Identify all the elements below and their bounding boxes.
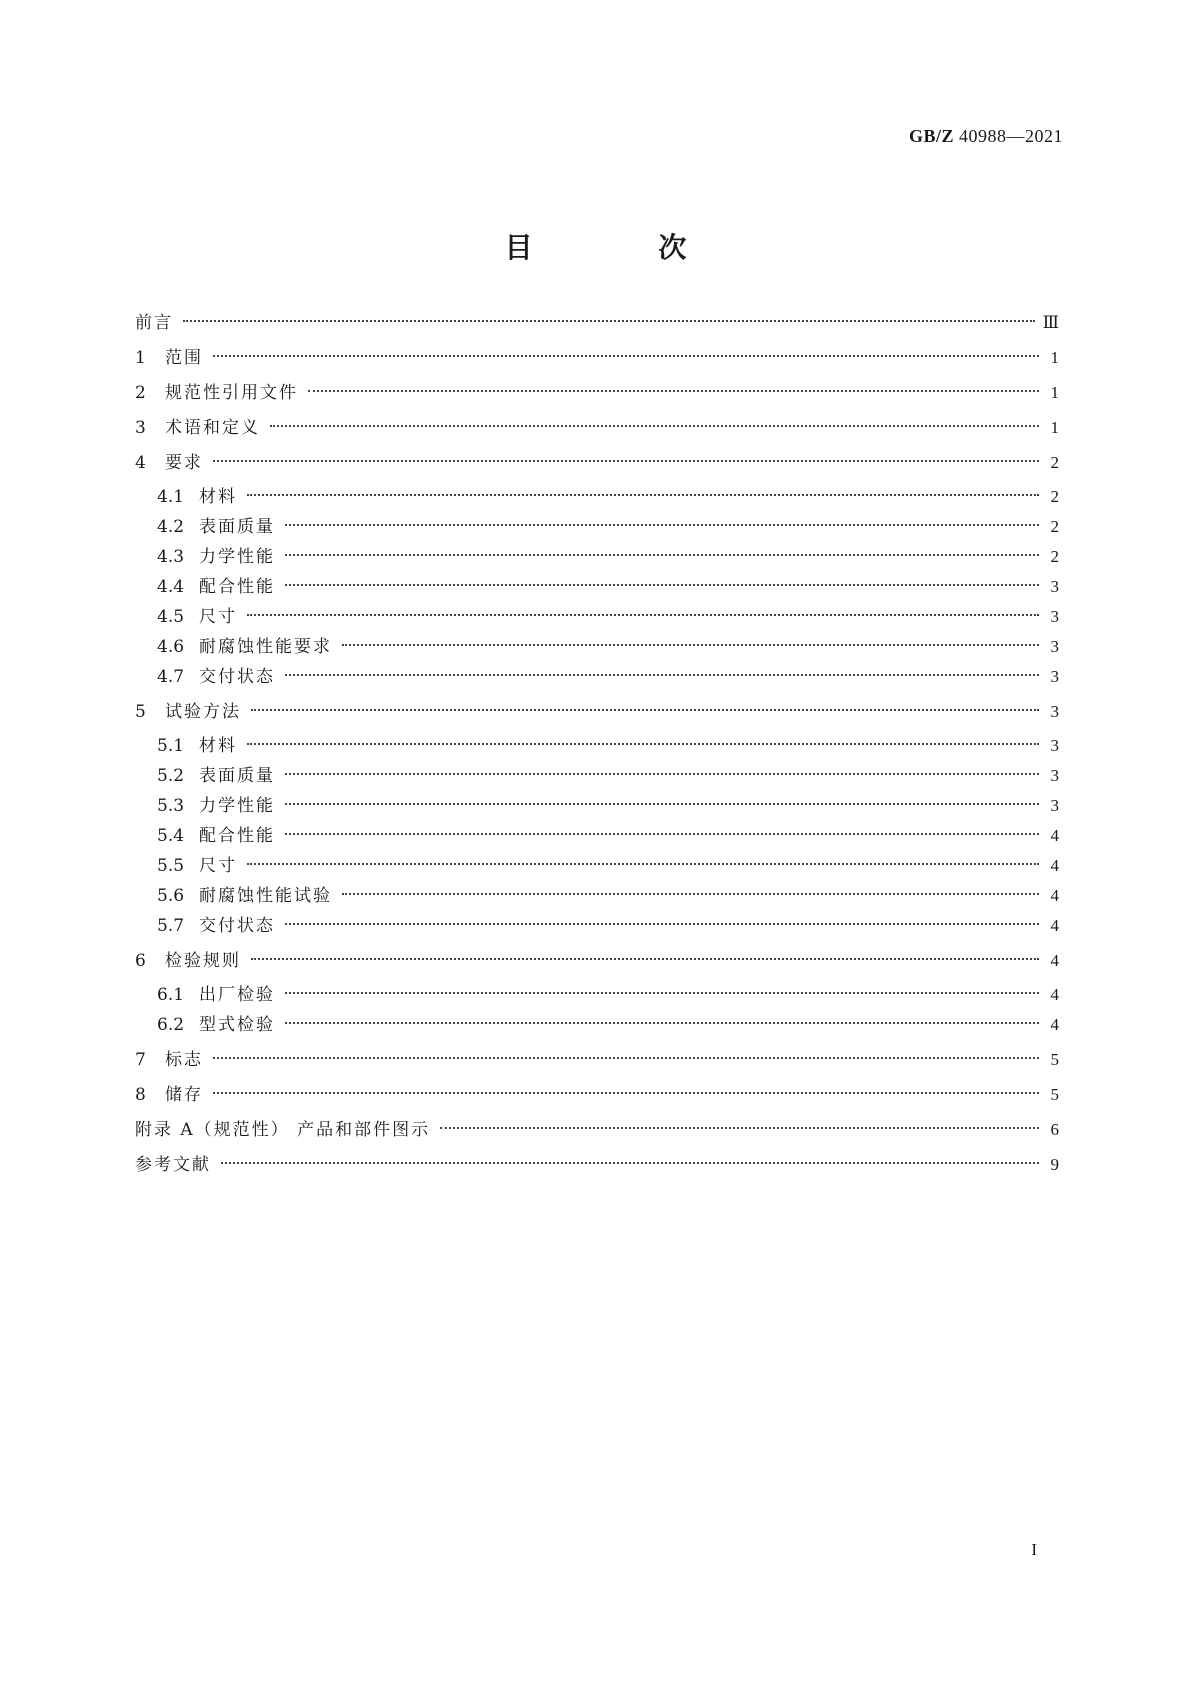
toc-entry-page: 2 <box>1050 517 1059 536</box>
toc-entry[interactable] <box>135 605 1059 629</box>
toc-entry-number: 5.2 <box>157 766 185 786</box>
page-number: I <box>1031 1540 1037 1559</box>
toc-entry-page: 3 <box>1050 577 1059 596</box>
toc-dot-leader <box>251 709 1039 711</box>
toc-entry-number: 5.7 <box>157 916 185 936</box>
toc-entry-label: 型式检验 <box>199 1015 275 1035</box>
standard-prefix: GB/Z <box>908 126 954 146</box>
toc-entry-label: 试验方法 <box>165 702 241 722</box>
toc-entry-label: 尺寸 <box>199 856 237 876</box>
toc-entry-number: 4 <box>135 453 146 473</box>
toc-entry-page: 3 <box>1050 736 1059 755</box>
toc-dot-leader <box>251 958 1039 960</box>
toc-entry[interactable] <box>135 381 1059 405</box>
toc-entry-number: 2 <box>135 383 146 403</box>
toc-entry-page: 3 <box>1050 637 1059 656</box>
toc-entry-label: 标志 <box>165 1050 203 1070</box>
toc-entry[interactable] <box>135 1048 1059 1072</box>
toc-entry-label: 要求 <box>165 453 203 473</box>
toc-entry-label: 尺寸 <box>199 607 237 627</box>
toc-entry-number: 6.1 <box>157 985 185 1005</box>
toc-entry[interactable] <box>135 575 1059 599</box>
toc-entry-page: 3 <box>1050 702 1059 721</box>
toc-entry-number: 4.6 <box>157 637 185 657</box>
toc-dot-leader <box>308 390 1039 392</box>
toc-entry-page: 4 <box>1050 856 1059 875</box>
toc-entry-label: 交付状态 <box>199 916 275 936</box>
toc-dot-leader <box>285 833 1039 835</box>
toc-entry-number: 5.6 <box>157 886 185 906</box>
toc-dot-leader <box>285 584 1039 586</box>
toc-dot-leader <box>183 320 1035 322</box>
toc-entry-label: 材料 <box>199 736 237 756</box>
toc-entry[interactable] <box>135 824 1059 848</box>
toc-entry-label: 附录 A（规范性） 产品和部件图示 <box>135 1120 431 1140</box>
toc-entry-number: 5.4 <box>157 826 185 846</box>
toc-entry[interactable] <box>135 451 1059 475</box>
toc-entry[interactable] <box>135 346 1059 370</box>
toc-entry-number: 1 <box>135 348 146 368</box>
toc-entry[interactable] <box>135 635 1059 659</box>
toc-entry-page: 1 <box>1050 418 1059 437</box>
toc-entry-label: 储存 <box>165 1085 203 1105</box>
toc-dot-leader <box>247 494 1039 496</box>
toc-dot-leader <box>213 460 1039 462</box>
toc-entry-label: 规范性引用文件 <box>165 383 298 403</box>
toc-entry-page: 5 <box>1050 1050 1059 1069</box>
toc-entry-number: 6 <box>135 951 146 971</box>
toc-dot-leader <box>440 1127 1039 1129</box>
toc-entry[interactable] <box>135 665 1059 689</box>
toc-entry-page: 2 <box>1050 453 1059 472</box>
toc-entry-page: 4 <box>1050 916 1059 935</box>
toc-dot-leader <box>247 863 1039 865</box>
toc-entry-label: 出厂检验 <box>199 985 275 1005</box>
toc-dot-leader <box>285 773 1039 775</box>
toc-entry-label: 耐腐蚀性能要求 <box>199 637 332 657</box>
toc-dot-leader <box>285 524 1039 526</box>
toc-entry-number: 3 <box>135 418 146 438</box>
toc-dot-leader <box>342 893 1039 895</box>
toc-dot-leader <box>285 674 1039 676</box>
toc-dot-leader <box>285 554 1039 556</box>
toc-entry[interactable] <box>135 854 1059 878</box>
toc-entry-label: 参考文献 <box>135 1155 211 1175</box>
toc-dot-leader <box>247 614 1039 616</box>
toc-entry-label: 耐腐蚀性能试验 <box>199 886 332 906</box>
toc-entry-page: 1 <box>1050 383 1059 402</box>
toc-entry-page: 3 <box>1050 766 1059 785</box>
toc-entry-number: 4.1 <box>157 487 185 507</box>
toc-entry[interactable] <box>135 416 1059 440</box>
toc-entry-page: Ⅲ <box>1042 313 1059 332</box>
toc-entry-number: 4.4 <box>157 577 185 597</box>
toc-entry-label: 力学性能 <box>199 547 275 567</box>
toc-entry-page: 2 <box>1050 487 1059 506</box>
toc-entry-label: 力学性能 <box>199 796 275 816</box>
toc-entry[interactable] <box>135 545 1059 569</box>
toc-entry-page: 2 <box>1050 547 1059 566</box>
toc-entry-number: 4.3 <box>157 547 185 567</box>
toc-entry-page: 6 <box>1050 1120 1059 1139</box>
toc-entry-page: 1 <box>1050 348 1059 367</box>
toc-entry[interactable] <box>135 949 1059 973</box>
toc-entry-number: 4.2 <box>157 517 185 537</box>
toc-entry[interactable] <box>135 485 1059 509</box>
toc-entry-label: 表面质量 <box>199 766 275 786</box>
toc-entry-page: 4 <box>1050 951 1059 970</box>
toc-entry-label: 交付状态 <box>199 667 275 687</box>
toc-dot-leader <box>285 1022 1039 1024</box>
toc-entry-page: 5 <box>1050 1085 1059 1104</box>
toc-entry[interactable] <box>135 1118 1059 1142</box>
toc-entry-number: 4.5 <box>157 607 185 627</box>
toc-entry[interactable] <box>135 1013 1059 1037</box>
toc-dot-leader <box>270 425 1039 427</box>
toc-entry-number: 4.7 <box>157 667 185 687</box>
toc-entry-number: 6.2 <box>157 1015 185 1035</box>
toc-dot-leader <box>221 1162 1039 1164</box>
toc-entry-page: 3 <box>1050 667 1059 686</box>
toc-entry-label: 配合性能 <box>199 826 275 846</box>
toc-dot-leader <box>213 1057 1039 1059</box>
toc-entry-page: 9 <box>1050 1155 1059 1174</box>
toc-entry-page: 3 <box>1050 607 1059 626</box>
toc-entry-label: 表面质量 <box>199 517 275 537</box>
toc-entry[interactable] <box>135 764 1059 788</box>
toc-dot-leader <box>285 803 1039 805</box>
toc-entry[interactable] <box>135 1153 1059 1177</box>
toc-entry-label: 前言 <box>135 313 173 333</box>
toc-entry-label: 材料 <box>199 487 237 507</box>
standard-number: 40988—2021 <box>959 126 1063 146</box>
toc-entry[interactable] <box>135 700 1059 724</box>
toc-entry-number: 7 <box>135 1050 146 1070</box>
toc-entry[interactable] <box>135 515 1059 539</box>
toc-dot-leader <box>342 644 1039 646</box>
toc-entry-number: 5.3 <box>157 796 185 816</box>
toc-dot-leader <box>213 1092 1039 1094</box>
toc-entry[interactable] <box>135 914 1059 938</box>
toc-entry-label: 术语和定义 <box>165 418 260 438</box>
toc-entry-page: 4 <box>1050 985 1059 1004</box>
toc-entry-label: 配合性能 <box>199 577 275 597</box>
toc-entry[interactable] <box>135 1083 1059 1107</box>
toc-entry-page: 4 <box>1050 826 1059 845</box>
toc-entry-number: 5 <box>135 702 146 722</box>
toc-entry[interactable] <box>135 983 1059 1007</box>
toc-entry-page: 3 <box>1050 796 1059 815</box>
toc-entry-number: 5.5 <box>157 856 185 876</box>
toc-entry-page: 4 <box>1050 1015 1059 1034</box>
toc-dot-leader <box>247 743 1039 745</box>
toc-entry[interactable] <box>135 734 1059 758</box>
table-of-contents <box>135 0 1059 1684</box>
toc-entry-label: 检验规则 <box>165 951 241 971</box>
toc-entry[interactable] <box>135 884 1059 908</box>
toc-dot-leader <box>213 355 1039 357</box>
toc-entry[interactable] <box>135 311 1059 335</box>
toc-dot-leader <box>285 923 1039 925</box>
toc-entry[interactable] <box>135 794 1059 818</box>
toc-entry-page: 4 <box>1050 886 1059 905</box>
toc-entry-number: 5.1 <box>157 736 185 756</box>
toc-entry-label: 范围 <box>165 348 203 368</box>
toc-entry-number: 8 <box>135 1085 146 1105</box>
toc-title: 目 次 <box>504 231 745 264</box>
toc-dot-leader <box>285 992 1039 994</box>
